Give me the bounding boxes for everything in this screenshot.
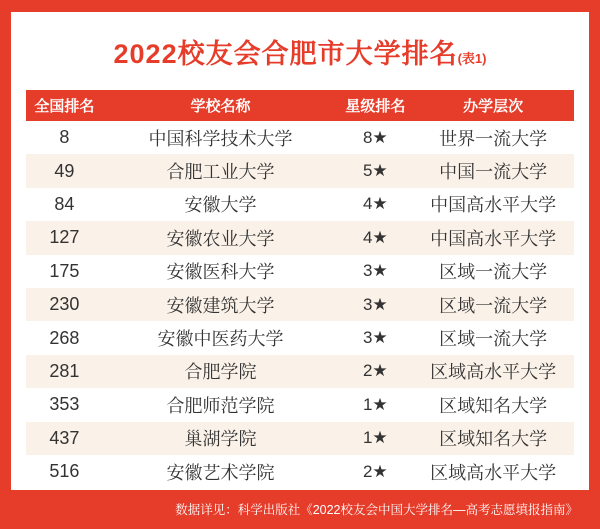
cell-school: 安徽医科大学: [166, 262, 275, 283]
cell-level: 区域一流大学: [439, 295, 548, 316]
cell-school: 安徽农业大学: [166, 228, 275, 249]
table-row: [26, 422, 574, 455]
footer-band: [0, 490, 600, 529]
table-row: [26, 455, 574, 488]
table-row: [26, 288, 574, 321]
header-cell-school-name: 学校名称: [190, 98, 251, 115]
cell-school: 巢湖学院: [184, 429, 257, 450]
page-title-suffix: (表1): [457, 50, 487, 66]
cell-stars: 1★: [362, 428, 388, 448]
page-title-text: 2022校友会合肥市大学排名: [113, 38, 458, 69]
cell-level: 区域一流大学: [439, 262, 548, 283]
cell-stars: 4★: [362, 194, 388, 214]
cell-rank: 230: [49, 294, 80, 315]
cell-stars: 2★: [362, 461, 388, 481]
cell-stars: 3★: [362, 328, 388, 348]
footer-source: 数据详见：科学出版社《2022校友会中国大学排名—高考志愿填报指南》: [175, 503, 578, 517]
cell-school: 中国科学技术大学: [148, 128, 293, 149]
cell-stars: 4★: [362, 227, 388, 247]
header-cell-school-level: 办学层次: [463, 98, 524, 115]
ranking-table: [26, 90, 574, 488]
cell-rank: 353: [49, 394, 80, 415]
table-row: [26, 388, 574, 421]
table-row: [26, 154, 574, 187]
title-bar: [11, 12, 589, 90]
content-panel: [11, 12, 589, 490]
cell-stars: 2★: [362, 361, 388, 381]
table-row: [26, 221, 574, 254]
cell-stars: 1★: [362, 394, 388, 414]
table-row: [26, 355, 574, 388]
cell-rank: 8: [59, 127, 70, 148]
cell-level: 区域知名大学: [439, 429, 548, 450]
cell-rank: 175: [49, 260, 80, 281]
cell-school: 合肥工业大学: [166, 162, 275, 183]
cell-school: 安徽艺术学院: [166, 462, 275, 483]
table-row: [26, 188, 574, 221]
cell-rank: 281: [49, 360, 80, 381]
cell-level: 区域一流大学: [439, 329, 548, 350]
table-header-row: [26, 90, 574, 121]
header-cell-star-rank: 星级排名: [345, 98, 406, 115]
cell-school: 安徽中医药大学: [157, 329, 284, 350]
table-row: [26, 255, 574, 288]
cell-stars: 8★: [362, 127, 388, 147]
cell-school: 安徽大学: [184, 195, 257, 216]
header-cell-national-rank: 全国排名: [34, 98, 95, 115]
cell-rank: 516: [49, 461, 80, 482]
cell-stars: 3★: [362, 294, 388, 314]
cell-level: 世界一流大学: [439, 128, 548, 149]
cell-rank: 437: [49, 427, 80, 448]
cell-school: 合肥学院: [184, 362, 257, 383]
cell-stars: 3★: [362, 261, 388, 281]
cell-level: 中国高水平大学: [430, 228, 557, 249]
cell-level: 中国一流大学: [439, 162, 548, 183]
cell-rank: 127: [49, 227, 80, 248]
cell-rank: 84: [54, 193, 75, 214]
table-body: [26, 121, 574, 488]
page-title: [114, 32, 487, 71]
table-row: [26, 121, 574, 154]
cell-rank: 49: [54, 160, 75, 181]
cell-level: 区域高水平大学: [430, 462, 557, 483]
cell-rank: 268: [49, 327, 80, 348]
cell-school: 合肥师范学院: [166, 395, 275, 416]
cell-school: 安徽建筑大学: [166, 295, 275, 316]
cell-level: 区域知名大学: [439, 395, 548, 416]
cell-level: 区域高水平大学: [430, 362, 557, 383]
cell-level: 中国高水平大学: [430, 195, 557, 216]
table-row: [26, 321, 574, 354]
cell-stars: 5★: [362, 161, 388, 181]
